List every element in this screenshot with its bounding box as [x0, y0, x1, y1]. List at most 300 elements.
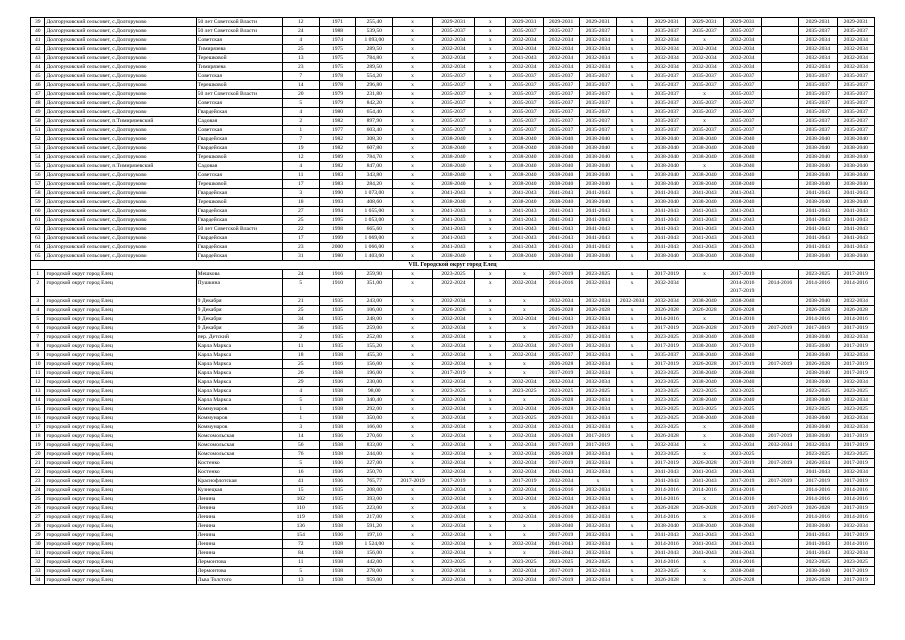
cell-year-built: 1993: [319, 198, 355, 207]
cell-repair-system-11: [761, 81, 798, 90]
cell-repair-system-6: 2032-2034: [579, 566, 616, 575]
cell-settlement: Долгоруковский сельсовет, с.Долгоруково: [45, 63, 196, 72]
cell-repair-system-1: x: [393, 332, 432, 341]
cell-repair-system-11: [761, 449, 798, 458]
cell-house-number: 25: [282, 45, 319, 54]
cell-street: Терешковой: [196, 54, 282, 63]
cell-year-built: 1978: [319, 81, 355, 90]
cell-house-number: 76: [282, 449, 319, 458]
cell-row-number: 18: [31, 431, 45, 440]
cell-repair-system-9: x: [686, 494, 723, 503]
cell-repair-system-5: 2026-2028: [543, 503, 579, 512]
cell-repair-system-4: 2032-2034: [506, 467, 543, 476]
cell-house-number: 25: [282, 359, 319, 368]
cell-repair-system-2: 2041-2043: [432, 234, 474, 243]
cell-repair-system-11: [761, 153, 798, 162]
cell-repair-system-12: 2023-2025: [799, 270, 837, 279]
cell-repair-system-2: 2032-2034: [432, 63, 474, 72]
cell-repair-system-11: [761, 234, 798, 243]
cell-year-built: 1998: [319, 225, 355, 234]
cell-area: 1 073,00: [356, 189, 393, 198]
cell-repair-system-6: 2032-2034: [579, 521, 616, 530]
cell-repair-system-7: x: [617, 198, 648, 207]
cell-repair-system-2: 2032-2034: [432, 512, 474, 521]
table-row: [31, 252, 875, 261]
cell-repair-system-5: 2014-2016: [543, 485, 579, 494]
cell-street: 50 лет Советской Власти: [196, 90, 282, 99]
cell-year-built: 1989: [319, 153, 355, 162]
cell-repair-system-8: 2032-2034: [648, 54, 686, 63]
cell-repair-system-4: x: [506, 530, 543, 539]
cell-year-built: 1938: [319, 350, 355, 359]
cell-repair-system-3: x: [475, 359, 506, 368]
cell-settlement: Долгоруковский сельсовет, с.Долгоруково: [45, 27, 196, 36]
table-row: [31, 27, 875, 36]
cell-house-number: 26: [282, 368, 319, 377]
cell-repair-system-2: 2032-2034: [432, 350, 474, 359]
cell-year-built: 1936: [319, 530, 355, 539]
cell-house-number: 1: [282, 413, 319, 422]
cell-repair-system-8: 2026-2028: [648, 305, 686, 314]
cell-repair-system-8: 2038-2040: [648, 198, 686, 207]
table-row: [31, 243, 875, 252]
cell-repair-system-6: 2032-2034: [579, 45, 616, 54]
cell-repair-system-10: 2023-2025: [723, 404, 761, 413]
cell-repair-system-3: x: [475, 368, 506, 377]
cell-repair-system-4: 2023-2025: [506, 557, 543, 566]
cell-repair-system-1: x: [393, 314, 432, 323]
cell-repair-system-12: 2014-2016: [799, 512, 837, 521]
cell-repair-system-1: x: [393, 243, 432, 252]
table-body-dolgorukovo: [31, 18, 875, 261]
cell-repair-system-9: 2041-2043: [686, 530, 723, 539]
cell-repair-system-11: 2017-2019: [761, 503, 798, 512]
cell-repair-system-11: [761, 539, 798, 548]
cell-repair-system-8: 2041-2043: [648, 216, 686, 225]
cell-repair-system-5: 2017-2019: [543, 566, 579, 575]
cell-street: Тимирязева: [196, 63, 282, 72]
cell-repair-system-10: 2041-2043: [723, 539, 761, 548]
cell-settlement: городской округ город Елец: [45, 431, 196, 440]
cell-street: Ленина: [196, 530, 282, 539]
cell-repair-system-4: 2041-2043: [506, 216, 543, 225]
cell-repair-system-13: 2014-2016: [837, 494, 874, 503]
cell-street: 9 Декабря: [196, 296, 282, 305]
cell-repair-system-11: 2017-2019: [761, 458, 798, 467]
cell-street: Льва Толстого: [196, 575, 282, 584]
cell-repair-system-2: 2038-2040: [432, 198, 474, 207]
cell-year-built: 1982: [319, 144, 355, 153]
cell-repair-system-12: 2026-2028: [799, 305, 837, 314]
cell-repair-system-9: 2038-2040: [686, 252, 723, 261]
cell-repair-system-4: x: [506, 521, 543, 530]
cell-repair-system-2: 2035-2037: [432, 108, 474, 117]
cell-repair-system-2: 2017-2019: [432, 368, 474, 377]
cell-repair-system-8: 2038-2040: [648, 171, 686, 180]
cell-repair-system-7: x: [617, 557, 648, 566]
cell-repair-system-8: 2026-2028: [648, 431, 686, 440]
cell-repair-system-1: x: [393, 198, 432, 207]
cell-repair-system-8: 2038-2040: [648, 180, 686, 189]
cell-repair-system-11: [761, 27, 798, 36]
cell-repair-system-8: 2035-2037: [648, 117, 686, 126]
cell-row-number: 15: [31, 404, 45, 413]
cell-repair-system-4: 2032-2034: [506, 431, 543, 440]
cell-repair-system-13: 2038-2040: [837, 144, 874, 153]
cell-street: Мешкова: [196, 270, 282, 279]
cell-row-number: 44: [31, 63, 45, 72]
cell-repair-system-7: x: [617, 45, 648, 54]
cell-row-number: 62: [31, 225, 45, 234]
table-row: [31, 368, 875, 377]
cell-repair-system-4: 2032-2034: [506, 494, 543, 503]
cell-repair-system-6: 2035-2037: [579, 27, 616, 36]
cell-repair-system-12: 2041-2043: [799, 530, 837, 539]
cell-repair-system-5: 2026-2028: [543, 404, 579, 413]
cell-repair-system-9: 2035-2037: [686, 99, 723, 108]
cell-street: Гвардейская: [196, 135, 282, 144]
cell-repair-system-2: 2032-2034: [432, 314, 474, 323]
cell-repair-system-13: 2035-2037: [837, 81, 874, 90]
cell-repair-system-5: 2041-2043: [543, 539, 579, 548]
cell-repair-system-4: 2017-2019: [506, 476, 543, 485]
cell-area: 244,00: [356, 449, 393, 458]
cell-house-number: 7: [282, 135, 319, 144]
table-row: [31, 431, 875, 440]
cell-repair-system-3: x: [475, 557, 506, 566]
cell-repair-system-4: 2032-2034: [506, 422, 543, 431]
cell-repair-system-12: 2014-2016: [799, 485, 837, 494]
cell-repair-system-12: 2038-2040: [799, 135, 837, 144]
cell-repair-system-9: 2032-2034: [686, 45, 723, 54]
cell-year-built: 1935: [319, 332, 355, 341]
table-row: [31, 18, 875, 27]
cell-repair-system-10: 2035-2037: [723, 117, 761, 126]
cell-repair-system-11: [761, 557, 798, 566]
cell-area: 607,80: [356, 144, 393, 153]
cell-repair-system-3: x: [475, 153, 506, 162]
table-row: [31, 476, 875, 485]
cell-repair-system-9: x: [686, 431, 723, 440]
cell-repair-system-1: x: [393, 377, 432, 386]
cell-repair-system-3: x: [475, 144, 506, 153]
cell-repair-system-4: 2032-2034: [506, 279, 543, 297]
cell-repair-system-7: x: [617, 539, 648, 548]
cell-repair-system-11: [761, 126, 798, 135]
cell-repair-system-8: 2014-2016: [648, 557, 686, 566]
cell-repair-system-8: 2035-2037: [648, 81, 686, 90]
cell-repair-system-1: x: [393, 458, 432, 467]
document-page: [30, 17, 875, 585]
cell-repair-system-12: 2023-2025: [799, 386, 837, 395]
cell-area: 765,77: [356, 476, 393, 485]
cell-repair-system-4: 2041-2043: [506, 54, 543, 63]
cell-repair-system-5: 2032-2034: [543, 45, 579, 54]
cell-area: 350,00: [356, 413, 393, 422]
cell-repair-system-5: 2038-2040: [543, 521, 579, 530]
cell-repair-system-11: [761, 395, 798, 404]
cell-repair-system-9: 2038-2040: [686, 377, 723, 386]
cell-settlement: городской округ город Елец: [45, 485, 196, 494]
cell-repair-system-11: [761, 332, 798, 341]
cell-repair-system-13: 2041-2043: [837, 189, 874, 198]
cell-repair-system-7: x: [617, 548, 648, 557]
cell-row-number: 20: [31, 449, 45, 458]
cell-repair-system-8: 2035-2037: [648, 90, 686, 99]
cell-area: 784,70: [356, 153, 393, 162]
cell-repair-system-10: 2038-2040: [723, 198, 761, 207]
cell-repair-system-5: 2032-2034: [543, 54, 579, 63]
cell-settlement: городской округ город Елец: [45, 539, 196, 548]
cell-repair-system-5: 2026-2028: [543, 449, 579, 458]
cell-repair-system-1: x: [393, 503, 432, 512]
cell-repair-system-7: x: [617, 36, 648, 45]
cell-repair-system-6: 2032-2034: [579, 422, 616, 431]
cell-repair-system-2: 2032-2034: [432, 36, 474, 45]
cell-repair-system-10: 2038-2040: [723, 521, 761, 530]
cell-repair-system-9: 2038-2040: [686, 144, 723, 153]
table-row: [31, 72, 875, 81]
cell-repair-system-11: [761, 45, 798, 54]
cell-repair-system-1: x: [393, 135, 432, 144]
cell-repair-system-9: 2038-2040: [686, 368, 723, 377]
cell-repair-system-13: 2017-2019: [837, 323, 874, 332]
cell-area: 308,30: [356, 135, 393, 144]
cell-repair-system-5: 2041-2043: [543, 243, 579, 252]
cell-street: 50 лет Советской Власти: [196, 18, 282, 27]
cell-repair-system-4: 2038-2040: [506, 135, 543, 144]
cell-repair-system-1: x: [393, 234, 432, 243]
cell-repair-system-13: 2038-2040: [837, 162, 874, 171]
cell-repair-system-2: 2041-2043: [432, 189, 474, 198]
cell-house-number: 16: [282, 467, 319, 476]
cell-year-built: 1982: [319, 117, 355, 126]
cell-repair-system-11: [761, 521, 798, 530]
cell-repair-system-11: [761, 548, 798, 557]
cell-repair-system-8: 2014-2016: [648, 485, 686, 494]
cell-repair-system-4: x: [506, 548, 543, 557]
table-row: [31, 566, 875, 575]
cell-area: 255,40: [356, 18, 393, 27]
cell-repair-system-1: x: [393, 180, 432, 189]
cell-repair-system-2: 2041-2043: [432, 225, 474, 234]
cell-repair-system-8: 2017-2019: [648, 341, 686, 350]
cell-repair-system-2: 2035-2037: [432, 117, 474, 126]
cell-house-number: 23: [282, 63, 319, 72]
cell-settlement: Долгоруковский сельсовет, с.Долгоруково: [45, 72, 196, 81]
cell-repair-system-11: [761, 350, 798, 359]
cell-repair-system-7: x: [617, 216, 648, 225]
cell-repair-system-13: 2032-2034: [837, 467, 874, 476]
cell-repair-system-7: x: [617, 449, 648, 458]
cell-repair-system-11: [761, 144, 798, 153]
cell-repair-system-9: 2032-2034: [686, 63, 723, 72]
cell-repair-system-8: 2014-2016: [648, 539, 686, 548]
cell-repair-system-4: 2035-2037: [506, 81, 543, 90]
cell-repair-system-10: 2032-2034: [723, 54, 761, 63]
cell-repair-system-8: 2026-2028: [648, 575, 686, 584]
cell-repair-system-10: 2035-2037: [723, 108, 761, 117]
cell-repair-system-1: x: [393, 108, 432, 117]
cell-repair-system-9: 2041-2043: [686, 476, 723, 485]
cell-area: 393,00: [356, 494, 393, 503]
cell-house-number: 2: [282, 117, 319, 126]
cell-year-built: 1936: [319, 377, 355, 386]
cell-repair-system-8: 2041-2043: [648, 189, 686, 198]
cell-house-number: 1: [282, 126, 319, 135]
cell-repair-system-5: 2032-2034: [543, 422, 579, 431]
cell-repair-system-8: 2041-2043: [648, 207, 686, 216]
cell-repair-system-7: x: [617, 189, 648, 198]
cell-area: 833,00: [356, 440, 393, 449]
cell-repair-system-3: x: [475, 305, 506, 314]
cell-street: Ленина: [196, 539, 282, 548]
cell-street: Кузнецкая: [196, 485, 282, 494]
cell-repair-system-2: 2032-2034: [432, 332, 474, 341]
cell-street: Коммунаров: [196, 413, 282, 422]
cell-repair-system-9: 2038-2040: [686, 395, 723, 404]
cell-repair-system-10: 2035-2037: [723, 27, 761, 36]
cell-repair-system-4: 2032-2034: [506, 512, 543, 521]
cell-repair-system-4: 2038-2040: [506, 162, 543, 171]
cell-repair-system-1: x: [393, 270, 432, 279]
cell-repair-system-8: 2041-2043: [648, 243, 686, 252]
cell-repair-system-2: 2032-2034: [432, 359, 474, 368]
cell-repair-system-13: 2023-2025: [837, 404, 874, 413]
cell-repair-system-8: 2023-2025: [648, 368, 686, 377]
cell-repair-system-8: 2032-2034: [648, 36, 686, 45]
cell-repair-system-8: 2029-2031: [648, 18, 686, 27]
cell-repair-system-5: 2017-2019: [543, 323, 579, 332]
cell-repair-system-4: 2032-2034: [506, 314, 543, 323]
cell-street: Гвардейская: [196, 252, 282, 261]
cell-repair-system-3: x: [475, 81, 506, 90]
cell-year-built: 1974: [319, 36, 355, 45]
cell-area: 217,00: [356, 512, 393, 521]
cell-repair-system-10: 2032-2034: [723, 36, 761, 45]
cell-repair-system-10: 2014-2016: [723, 557, 761, 566]
cell-repair-system-11: [761, 377, 798, 386]
cell-repair-system-9: 2026-2028: [686, 503, 723, 512]
cell-area: 340,40: [356, 395, 393, 404]
cell-row-number: 2: [31, 279, 45, 297]
cell-repair-system-9: 2038-2040: [686, 521, 723, 530]
cell-repair-system-7: x: [617, 171, 648, 180]
cell-repair-system-13: 2032-2034: [837, 54, 874, 63]
cell-repair-system-12: 2041-2043: [799, 243, 837, 252]
cell-repair-system-6: 2035-2037: [579, 99, 616, 108]
cell-area: 270,60: [356, 431, 393, 440]
cell-repair-system-7: x: [617, 234, 648, 243]
cell-street: Гвардейская: [196, 108, 282, 117]
cell-repair-system-7: x: [617, 350, 648, 359]
cell-house-number: 5: [282, 395, 319, 404]
cell-repair-system-8: 2032-2034: [648, 45, 686, 54]
cell-settlement: Долгоруковский сельсовет, с.Долгоруково: [45, 198, 196, 207]
cell-repair-system-9: x: [686, 36, 723, 45]
cell-repair-system-4: 2041-2043: [506, 189, 543, 198]
cell-house-number: 3: [282, 189, 319, 198]
cell-repair-system-7: x: [617, 144, 648, 153]
cell-repair-system-8: 2041-2043: [648, 225, 686, 234]
cell-repair-system-6: 2032-2034: [579, 377, 616, 386]
cell-house-number: 4: [282, 162, 319, 171]
cell-settlement: Долгоруковский сельсовет, с.Долгоруково: [45, 90, 196, 99]
cell-repair-system-13: 2017-2019: [837, 368, 874, 377]
cell-street: Костенко: [196, 458, 282, 467]
cell-repair-system-1: x: [393, 341, 432, 350]
cell-area: 259,00: [356, 323, 393, 332]
cell-repair-system-11: [761, 225, 798, 234]
cell-repair-system-9: 2026-2028: [686, 458, 723, 467]
cell-repair-system-13: 2017-2019: [837, 458, 874, 467]
cell-repair-system-6: 2032-2034: [579, 341, 616, 350]
table-row: [31, 332, 875, 341]
cell-year-built: 1990: [319, 189, 355, 198]
cell-repair-system-5: 2032-2034: [543, 296, 579, 305]
cell-settlement: городской округ город Елец: [45, 350, 196, 359]
cell-row-number: 40: [31, 27, 45, 36]
cell-repair-system-3: x: [475, 503, 506, 512]
cell-area: 959,00: [356, 575, 393, 584]
cell-settlement: городской округ город Елец: [45, 395, 196, 404]
cell-repair-system-11: [761, 314, 798, 323]
cell-year-built: 1916: [319, 270, 355, 279]
cell-repair-system-8: 2032-2034: [648, 63, 686, 72]
cell-repair-system-1: x: [393, 296, 432, 305]
cell-repair-system-4: 2038-2040: [506, 144, 543, 153]
cell-repair-system-9: 2035-2037: [686, 72, 723, 81]
cell-street: Советская: [196, 36, 282, 45]
cell-repair-system-8: 2035-2037: [648, 108, 686, 117]
cell-repair-system-10: 2032-2034: [723, 45, 761, 54]
cell-repair-system-12: 2038-2040: [799, 296, 837, 305]
cell-repair-system-6: 2032-2034: [579, 413, 616, 422]
cell-repair-system-12: 2038-2040: [799, 395, 837, 404]
cell-repair-system-10: 2035-2037: [723, 81, 761, 90]
cell-house-number: 13: [282, 575, 319, 584]
cell-house-number: 84: [282, 548, 319, 557]
cell-repair-system-8: 2026-2028: [648, 503, 686, 512]
cell-row-number: 32: [31, 557, 45, 566]
cell-repair-system-8: 2017-2019: [648, 270, 686, 279]
cell-repair-system-11: [761, 117, 798, 126]
cell-street: Лермонтова: [196, 566, 282, 575]
cell-repair-system-9: x: [686, 314, 723, 323]
cell-repair-system-7: x: [617, 305, 648, 314]
cell-repair-system-1: x: [393, 539, 432, 548]
cell-repair-system-10: 2038-2040: [723, 422, 761, 431]
cell-repair-system-11: [761, 386, 798, 395]
cell-repair-system-5: 2026-2028: [543, 395, 579, 404]
cell-repair-system-2: 2032-2034: [432, 566, 474, 575]
cell-repair-system-9: 2038-2040: [686, 180, 723, 189]
cell-year-built: 1999: [319, 234, 355, 243]
cell-area: 1 524,00: [356, 539, 393, 548]
cell-row-number: 42: [31, 45, 45, 54]
cell-repair-system-5: 2032-2034: [543, 36, 579, 45]
cell-repair-system-6: 2032-2034: [579, 575, 616, 584]
cell-repair-system-13: 2035-2037: [837, 27, 874, 36]
cell-repair-system-3: x: [475, 467, 506, 476]
cell-settlement: городской округ город Елец: [45, 377, 196, 386]
cell-repair-system-13: 2032-2034: [837, 45, 874, 54]
cell-repair-system-8: 2038-2040: [648, 252, 686, 261]
cell-repair-system-10: 2017-2019: [723, 503, 761, 512]
cell-repair-system-9: x: [686, 440, 723, 449]
cell-repair-system-6: 2038-2040: [579, 144, 616, 153]
cell-repair-system-6: 2035-2037: [579, 126, 616, 135]
